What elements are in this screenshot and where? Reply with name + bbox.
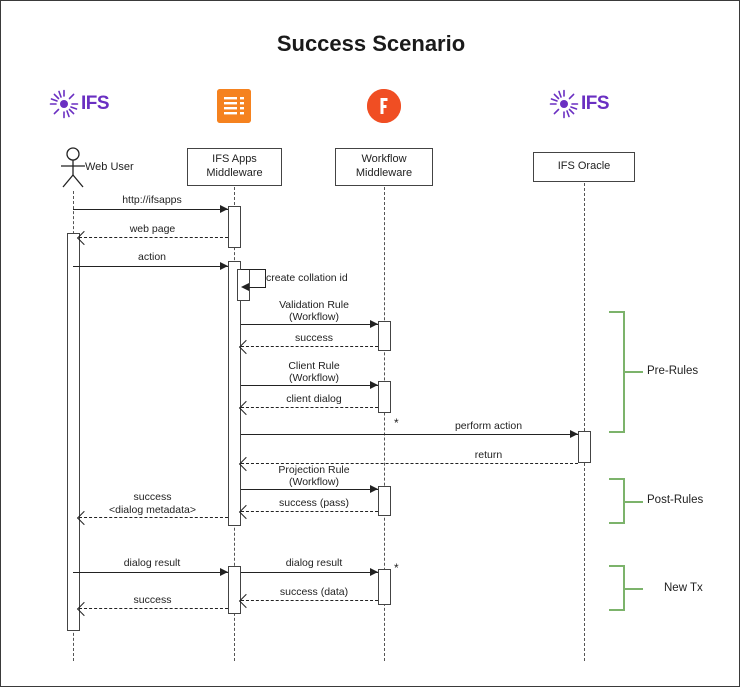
message-arrow-http-ifsapps [73, 209, 228, 210]
group-stem-post-rules [625, 501, 643, 503]
ifs-logo-text-web-user: IFS [81, 93, 110, 114]
message-label-success-validation: success [295, 332, 333, 344]
message-label-projection-rule-line1: Projection Rule [278, 464, 350, 476]
message-marker-dialog-result-workflow: * [394, 561, 399, 575]
group-label-post-rules: Post-Rules [647, 494, 704, 506]
participant-label-ifs-apps-middleware-line1: IFS Apps [212, 153, 257, 166]
arrowhead-client-rule [370, 381, 378, 389]
participant-box-ifs-apps-middleware[interactable] [187, 148, 282, 186]
message-label-perform-action: perform action [454, 420, 523, 432]
participant-label-ifs-oracle: IFS Oracle [557, 160, 611, 173]
participant-box-workflow-middleware[interactable] [335, 148, 433, 186]
activation-ifs-oracle-1 [578, 431, 591, 463]
group-label-new-tx: New Tx [664, 582, 703, 594]
message-arrow-dialog-result-workflow [241, 572, 378, 573]
group-label-pre-rules: Pre-Rules [647, 365, 699, 377]
message-label-dialog-result-user: dialog result [123, 557, 181, 569]
message-label-projection-rule-line2: (Workflow) [289, 476, 339, 488]
message-arrow-dialog-result-user [73, 572, 228, 573]
arrowhead-perform-action [570, 430, 578, 438]
message-arrow-success-final [79, 608, 228, 609]
message-arrow-client-rule [241, 385, 378, 386]
orange-document-icon [217, 89, 251, 123]
message-label-validation-rule-line1: Validation Rule [279, 299, 349, 311]
message-label-http-ifsapps: http://ifsapps [122, 194, 182, 206]
message-label-client-rule-line2: (Workflow) [289, 372, 339, 384]
ifs-logo-text-oracle: IFS [581, 93, 610, 114]
group-bracket-new-tx [609, 565, 625, 611]
participant-label-workflow-middleware-line1: Workflow [361, 153, 407, 166]
participant-label-ifs-apps-middleware-line2: Middleware [206, 167, 263, 179]
activation-ifs-apps-3 [228, 566, 241, 614]
message-arrow-projection-rule [241, 489, 378, 490]
message-label-success-dialog-metadata-line2: <dialog metadata> [109, 504, 196, 516]
message-arrow-success-validation [241, 346, 378, 347]
ifs-logo-icon-oracle [549, 89, 609, 119]
arrowhead-validation-rule [370, 320, 378, 328]
message-arrow-success-data [241, 600, 378, 601]
message-label-success-data: success (data) [279, 586, 349, 598]
message-label-success-pass: success (pass) [278, 497, 350, 509]
group-stem-new-tx [625, 588, 643, 590]
arrowhead-dialog-result-workflow [370, 568, 378, 576]
message-label-client-dialog: client dialog [286, 393, 342, 405]
message-arrow-action [73, 266, 228, 267]
message-arrow-validation-rule [241, 324, 378, 325]
participant-box-ifs-oracle[interactable] [533, 152, 635, 182]
message-arrow-success-dialog-metadata [79, 517, 228, 518]
message-marker-perform-action: * [394, 416, 399, 430]
message-arrow-self-side [265, 269, 266, 287]
page-title: Success Scenario [276, 31, 466, 56]
arrowhead-projection-rule [370, 485, 378, 493]
camunda-circle-icon [367, 89, 401, 123]
message-label-action: action [137, 251, 167, 263]
message-arrow-client-dialog [241, 407, 378, 408]
participant-label-workflow-middleware-line2: Middleware [355, 167, 413, 179]
message-label-create-collation-id: create collation id [266, 272, 348, 284]
message-arrow-web-page [79, 237, 228, 238]
group-bracket-pre-rules [609, 311, 625, 433]
message-label-dialog-result-workflow: dialog result [285, 557, 343, 569]
arrowhead-http-ifsapps [220, 205, 228, 213]
message-arrow-self-top [241, 269, 266, 270]
participant-label-web-user: Web User [85, 161, 134, 173]
arrowhead-dialog-result-user [220, 568, 228, 576]
group-bracket-post-rules [609, 478, 625, 524]
message-label-validation-rule-line2: (Workflow) [289, 311, 339, 323]
message-arrow-perform-action [241, 434, 578, 435]
message-label-success-final: success [133, 594, 172, 606]
message-label-client-rule-line1: Client Rule [288, 360, 340, 372]
message-label-success-dialog-metadata-line1: success [133, 491, 172, 503]
message-arrow-success-pass [241, 511, 378, 512]
lifeline-ifs-oracle [584, 183, 585, 661]
arrowhead-action [220, 262, 228, 270]
group-stem-pre-rules [625, 371, 643, 373]
ifs-logo-icon-web-user [49, 89, 109, 119]
message-label-web-page: web page [129, 223, 176, 235]
message-label-return: return [474, 449, 503, 461]
arrowhead-create-collation-id [241, 283, 249, 291]
